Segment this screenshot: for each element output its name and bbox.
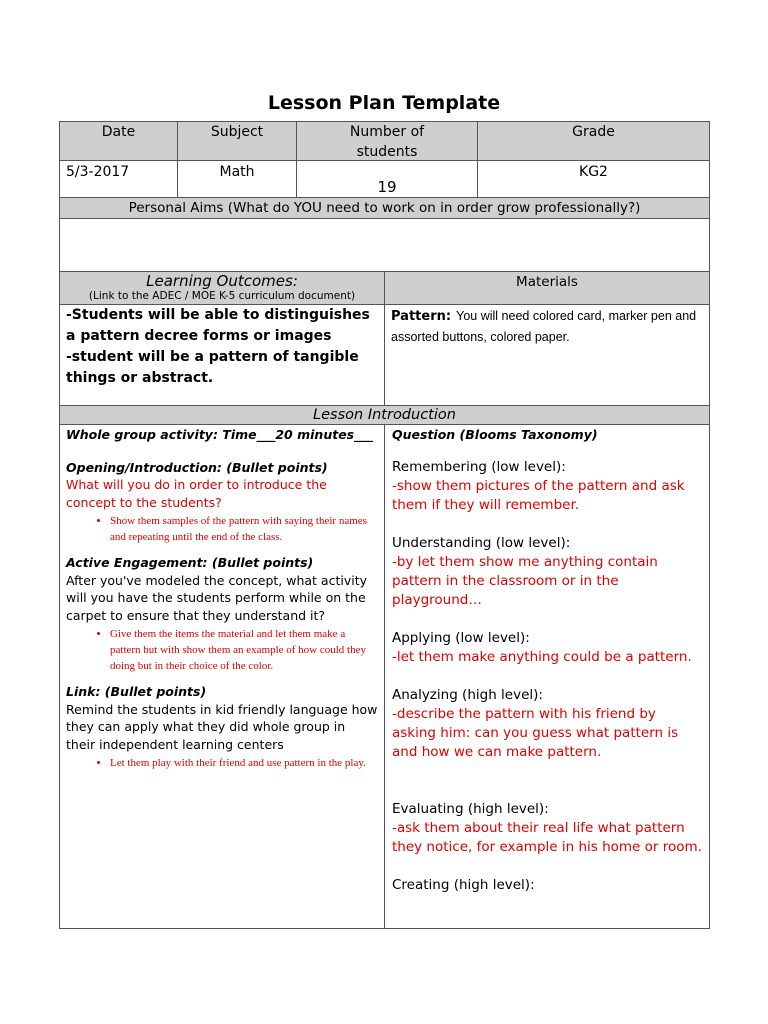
date-value-cell: [59, 160, 178, 198]
students-value: 19: [377, 178, 397, 196]
blooms-questions: [384, 424, 710, 929]
link-bullet-item: • Let them play with their friend and use pattern in the play.: [110, 755, 378, 771]
opening-bullets: [66, 513, 378, 545]
opening-prompt: What will you do in order to introduce the concept to the students?: [66, 477, 327, 510]
link-prompt: Remind the students in kid friendly language how they can apply what they did whole group in their independent learning centers: [66, 701, 378, 752]
engagement-prompt: After you've modeled the concept, what activity will you have the students perform while on the carpet to ensure that they understand it?: [66, 572, 368, 623]
students-header-cell: [296, 121, 478, 161]
analyzing-text: -describe the pattern with his friend by asking him: can you guess what pattern is and how we can make pattern.: [392, 705, 679, 760]
creating-label: Creating (high level):: [392, 876, 535, 893]
curriculum-link-note: (Link to the ADEC / MOE K-5 curriculum document): [88, 290, 356, 302]
applying-text: -let them make anything could be a pattern.: [392, 648, 692, 665]
date-label: Date: [101, 124, 136, 140]
link-heading: Link: (Bullet points): [66, 684, 207, 699]
understanding-label: Understanding (low level):: [392, 534, 571, 551]
materials-label: Pattern:: [391, 309, 452, 324]
page-title: Lesson Plan Template: [267, 92, 501, 114]
subject-label: Subject: [210, 124, 264, 140]
date-header-cell: [59, 121, 178, 161]
learning-outcomes-content: [59, 304, 385, 406]
evaluating-label: Evaluating (high level):: [392, 800, 549, 817]
date-value: 5/3-2017: [66, 164, 130, 180]
outcome-item: -student will be a pattern of tangible things or abstract.: [66, 349, 359, 386]
engagement-bullets: [66, 626, 378, 674]
grade-header-cell: [477, 121, 710, 161]
blooms-heading: Question (Blooms Taxonomy): [392, 427, 598, 442]
materials-header: [384, 271, 710, 305]
grade-value: KG2: [579, 164, 608, 180]
materials-text: You will need colored card, marker pen and assorted buttons, colored paper.: [391, 309, 697, 344]
personal-aims-heading: Personal Aims (What do YOU need to work on in order grow professionally?): [128, 200, 641, 216]
subject-value-cell: [177, 160, 297, 198]
learning-outcomes-header: [59, 271, 385, 305]
remembering-label: Remembering (low level):: [392, 458, 566, 475]
personal-aims-header: [59, 197, 710, 219]
engagement-heading: Active Engagement: (Bullet points): [66, 555, 314, 570]
whole-group-activity: Whole group activity: Time___20 minutes___: [66, 427, 373, 442]
evaluating-text: -ask them about their real life what pattern they notice, for example in his home or room.: [392, 819, 702, 855]
opening-heading: Opening/Introduction: (Bullet points): [66, 459, 328, 475]
materials-content: [384, 304, 710, 406]
students-value-cell: [296, 160, 478, 198]
analyzing-label: Analyzing (high level):: [392, 686, 543, 703]
understanding-text: -by let them show me anything contain pattern in the classroom or in the playground…: [392, 553, 658, 608]
personal-aims-content: [59, 218, 710, 272]
remembering-text: -show them pictures of the pattern and ask them if they will remember.: [392, 477, 685, 513]
outcome-item: -Students will be able to distinguishes a pattern decree forms or images: [66, 307, 370, 344]
grade-value-cell: [477, 160, 710, 198]
lesson-intro-left: [59, 424, 385, 929]
lesson-introduction-header: [59, 405, 710, 425]
lesson-plan-table: [59, 121, 710, 929]
materials-heading: Materials: [516, 274, 578, 290]
grade-label: Grade: [572, 124, 615, 140]
link-bullets: [66, 755, 378, 771]
lesson-introduction-heading: Lesson Introduction: [313, 407, 456, 423]
engagement-bullet-item: • Give them the items the material and let them make a pattern but with show them an example of how could they doing but in their choice of the color.: [110, 626, 378, 674]
subject-header-cell: [177, 121, 297, 161]
applying-label: Applying (low level):: [392, 629, 530, 646]
opening-bullet-item: • Show them samples of the pattern with saying their names and repeating until the end of the class.: [110, 513, 378, 545]
subject-value: Math: [219, 164, 255, 180]
learning-outcomes-heading: Learning Outcomes:: [146, 272, 298, 290]
students-label: Number of students: [349, 124, 425, 160]
